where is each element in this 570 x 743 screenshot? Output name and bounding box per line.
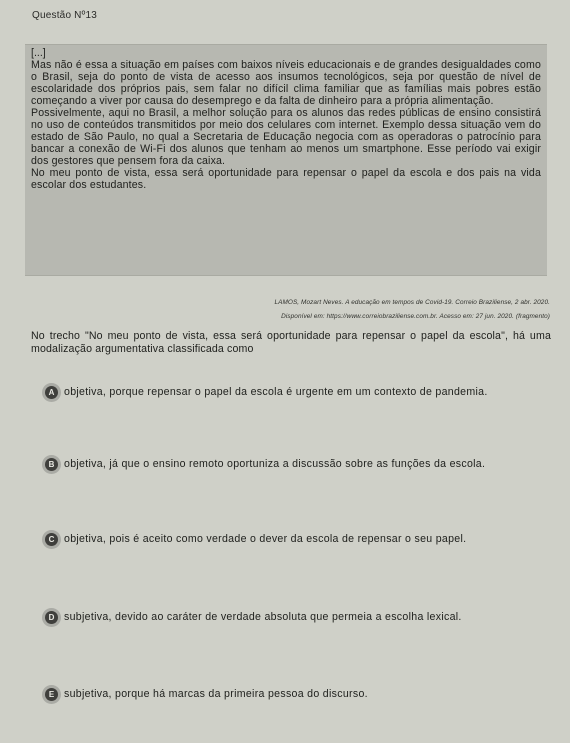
source-line-2: Disponível em: https://www.correiobraziliense.com.br. Acesso em: 27 jun. 2020. (fragmento) xyxy=(281,313,550,320)
option-a[interactable] xyxy=(45,386,545,399)
excerpt-paragraph: Mas não é essa a situação em países com baixos níveis educacionais e de grandes desigualdades como o Brasil, seja do ponto de vista de acesso aos insumos tecnológicos, seja por questão de nível de escolaridade dos próprios pais, sem falar no difícil clima familiar que as famílias mais pobres estão começando a viver por causa do desemprego e da falta de dinheiro para a própria alimentação. xyxy=(31,59,541,107)
option-letter-e: E xyxy=(45,688,58,701)
excerpt-paragraph: No meu ponto de vista, essa será oportunidade para repensar o papel da escola e dos pais na vida escolar dos estudantes. xyxy=(31,167,541,191)
source-citation xyxy=(50,296,550,324)
option-text-a: objetiva, porque repensar o papel da escola é urgente em um contexto de pandemia. xyxy=(64,386,488,398)
option-letter-b: B xyxy=(45,458,58,471)
option-e[interactable] xyxy=(45,688,545,701)
source-line-1: LAMOS, Mozart Neves. A educação em tempos de Covid-19. Correio Braziliense, 2 abr. 2020. xyxy=(274,299,550,306)
option-text-e: subjetiva, porque há marcas da primeira pessoa do discurso. xyxy=(64,688,368,700)
option-letter-a: A xyxy=(45,386,58,399)
question-title: Questão Nº13 xyxy=(32,10,97,21)
option-text-c: objetiva, pois é aceito como verdade o dever da escola de repensar o seu papel. xyxy=(64,533,467,545)
option-b[interactable] xyxy=(45,458,545,471)
option-c[interactable] xyxy=(45,533,545,546)
excerpt-paragraphs xyxy=(25,59,547,191)
question-prompt: No trecho "No meu ponto de vista, essa será oportunidade para repensar o papel da escola", há uma modalização argumentativa classificada como xyxy=(31,330,551,355)
option-d[interactable] xyxy=(45,611,545,624)
excerpt-paragraph: Possivelmente, aqui no Brasil, a melhor solução para os alunos das redes públicas de ensino consistirá no uso de conteúdos transmitidos por meio dos celulares com internet. Exemplo dessa situação vem do estado de São Paulo, no qual a Secretaria de Educação negocia com as operadoras o patrocínio para bancar a conexão de Wi-Fi dos alunos que tenham ao menos um smartphone. Esse período vai exigir dos gestores que pensem fora da caixa. xyxy=(31,107,541,167)
option-letter-c: C xyxy=(45,533,58,546)
option-text-b: objetiva, já que o ensino remoto oportuniza a discussão sobre as funções da escola. xyxy=(64,458,486,470)
option-letter-d: D xyxy=(45,611,58,624)
excerpt-ellipsis: [...] xyxy=(31,47,46,59)
excerpt-box xyxy=(25,44,547,276)
option-text-d: subjetiva, devido ao caráter de verdade absoluta que permeia a escolha lexical. xyxy=(64,611,462,623)
